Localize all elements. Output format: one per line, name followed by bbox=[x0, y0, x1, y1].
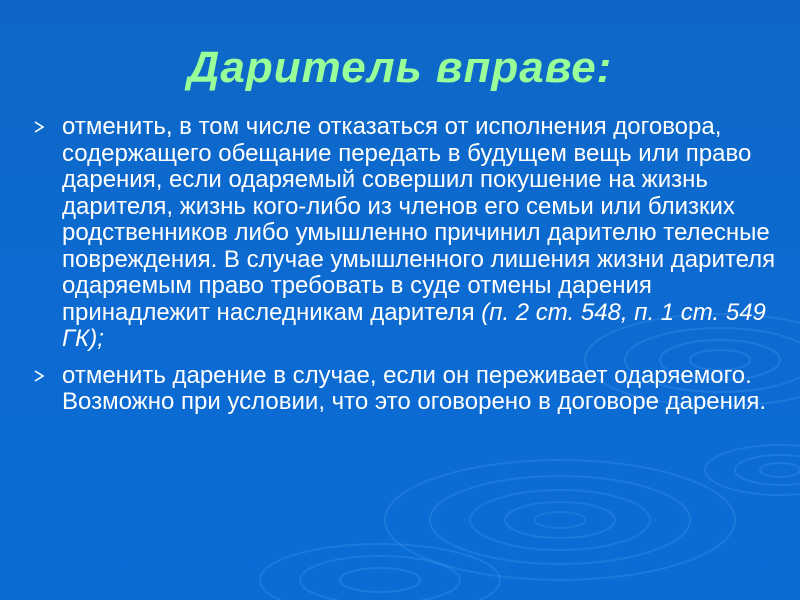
bullet-item-revoke-gift bbox=[30, 114, 780, 353]
arrowhead-bullet-icon bbox=[32, 114, 46, 140]
arrowhead-bullet-icon bbox=[32, 363, 46, 389]
bullet-text: отменить дарение в случае, если он переживает одаряемого. Возможно при условии, что это оговорено в договоре дарения. bbox=[62, 361, 766, 415]
bullet-text: отменить, в том числе отказаться от исполнения договора, содержащего обещание передать в будущем вещь или право дарения, если одаряемый совершил покушение на жизнь дарителя, жизнь кого-либо из членов его семьи или близких родственников либо умышленно причинил дарителю телесные повреждения. В случае умышленного лишения жизни дарителя одаряемым право требовать в суде отмены дарения принадлежит наследникам дарителя bbox=[62, 113, 776, 326]
slide-title: Даритель вправе: bbox=[187, 43, 613, 92]
bullet-list bbox=[30, 114, 780, 426]
bullet-item-outlives-donee bbox=[30, 363, 780, 416]
legal-reference: (п. 2 ст. 548, п. 1 ст. 549 ГК); bbox=[62, 298, 766, 352]
